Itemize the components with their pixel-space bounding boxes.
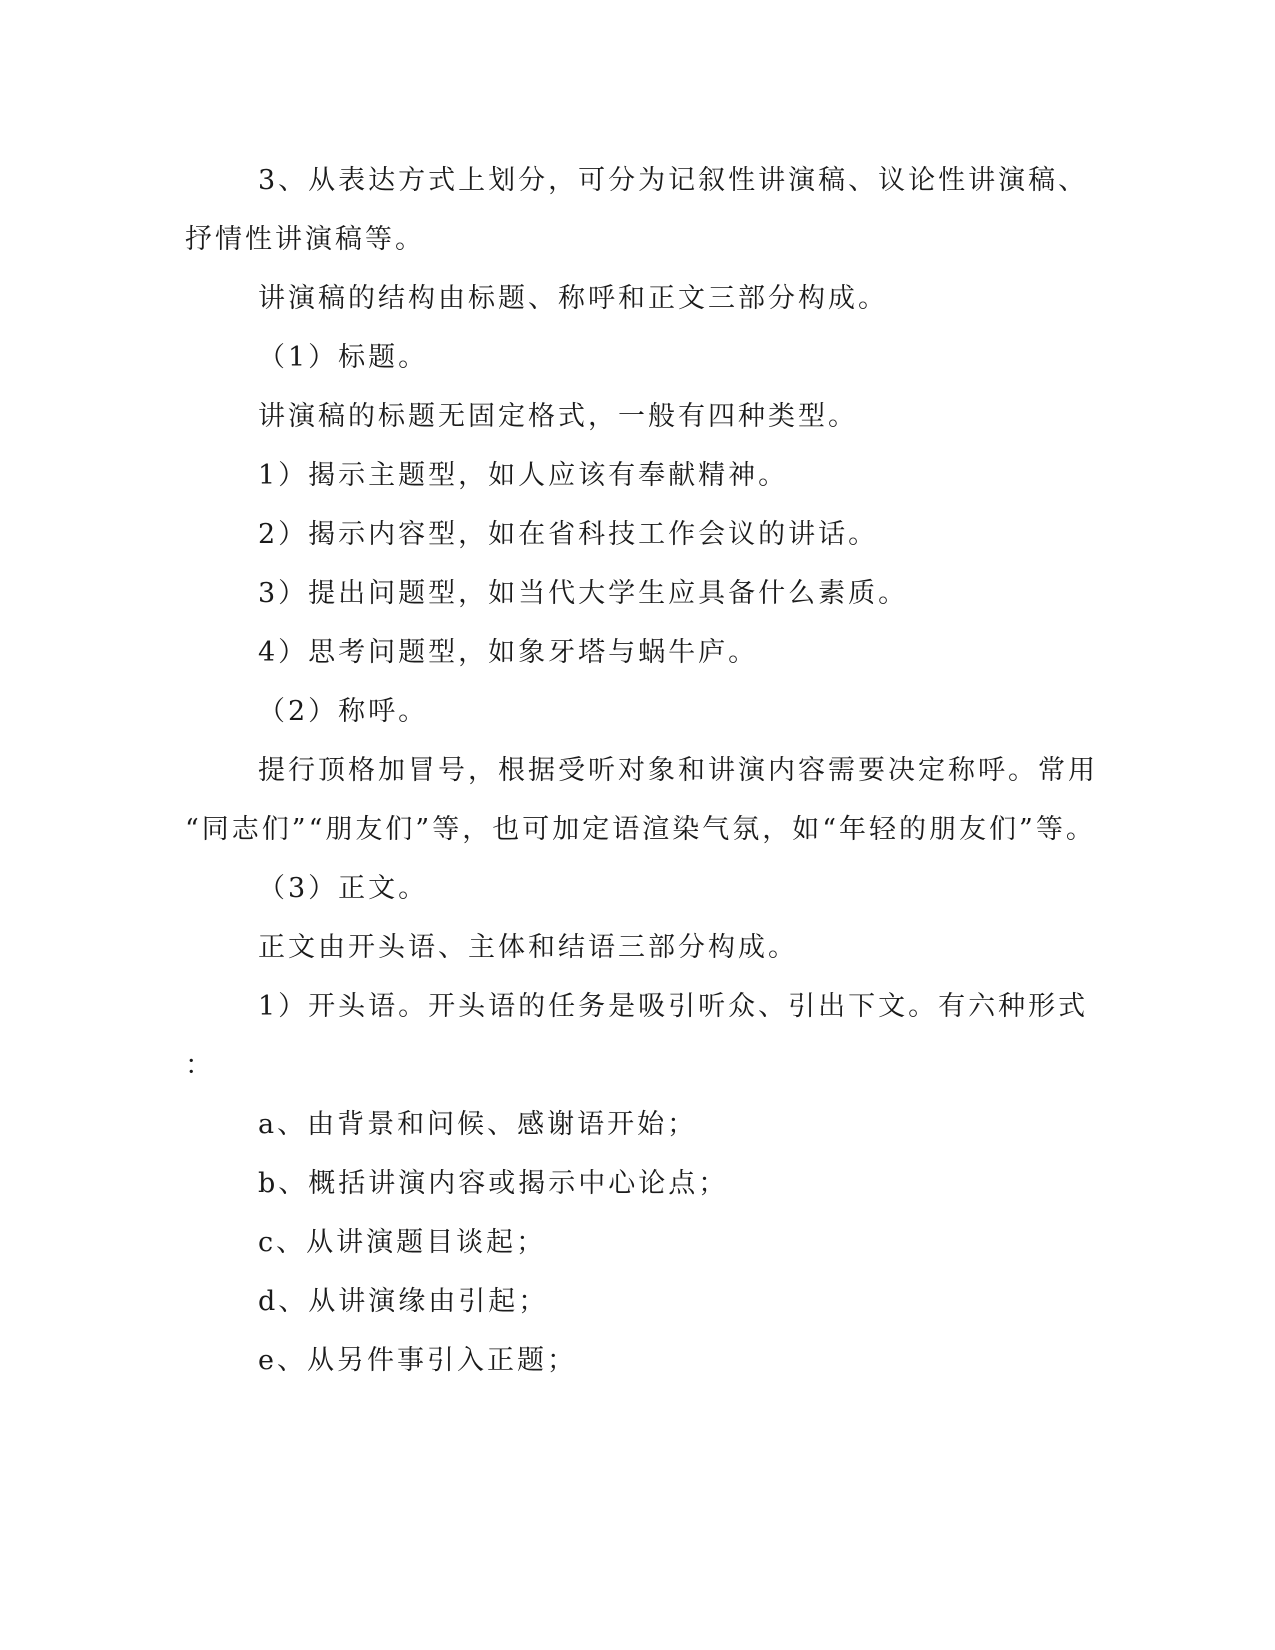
section-heading: （3）正文。 bbox=[258, 873, 429, 904]
paragraph-line: 讲演稿的结构由标题、称呼和正文三部分构成。 bbox=[258, 283, 888, 314]
list-item: b、概括讲演内容或揭示中心论点； bbox=[258, 1168, 729, 1199]
list-item: e、从另件事引入正题； bbox=[258, 1345, 577, 1376]
list-item: 2）揭示内容型，如在省科技工作会议的讲话。 bbox=[258, 519, 879, 550]
paragraph-line: 讲演稿的标题无固定格式，一般有四种类型。 bbox=[258, 401, 858, 432]
list-item: 4）思考问题型，如象牙塔与蜗牛庐。 bbox=[258, 637, 759, 668]
list-item: c、从讲演题目谈起； bbox=[258, 1227, 547, 1258]
paragraph-line: “同志们”“朋友们”等，也可加定语渲染气氛，如“年轻的朋友们”等。 bbox=[185, 814, 1096, 845]
section-heading: （1）标题。 bbox=[258, 342, 429, 373]
list-item: d、从讲演缘由引起； bbox=[258, 1286, 549, 1317]
paragraph-line: 抒情性讲演稿等。 bbox=[185, 224, 425, 255]
list-item: 1）揭示主题型，如人应该有奉献精神。 bbox=[258, 460, 789, 491]
list-item: a、由背景和问候、感谢语开始； bbox=[258, 1109, 698, 1140]
list-item: 3）提出问题型，如当代大学生应具备什么素质。 bbox=[258, 578, 909, 609]
paragraph-line: 1）开头语。开头语的任务是吸引听众、引出下文。有六种形式 bbox=[258, 991, 1089, 1022]
section-heading: （2）称呼。 bbox=[258, 696, 429, 727]
paragraph-line: 提行顶格加冒号，根据受听对象和讲演内容需要决定称呼。常用 bbox=[258, 755, 1098, 786]
paragraph-line: 3、从表达方式上划分，可分为记叙性讲演稿、议论性讲演稿、 bbox=[258, 165, 1089, 196]
paragraph-line: ： bbox=[185, 1050, 215, 1081]
paragraph-line: 正文由开头语、主体和结语三部分构成。 bbox=[258, 932, 798, 963]
